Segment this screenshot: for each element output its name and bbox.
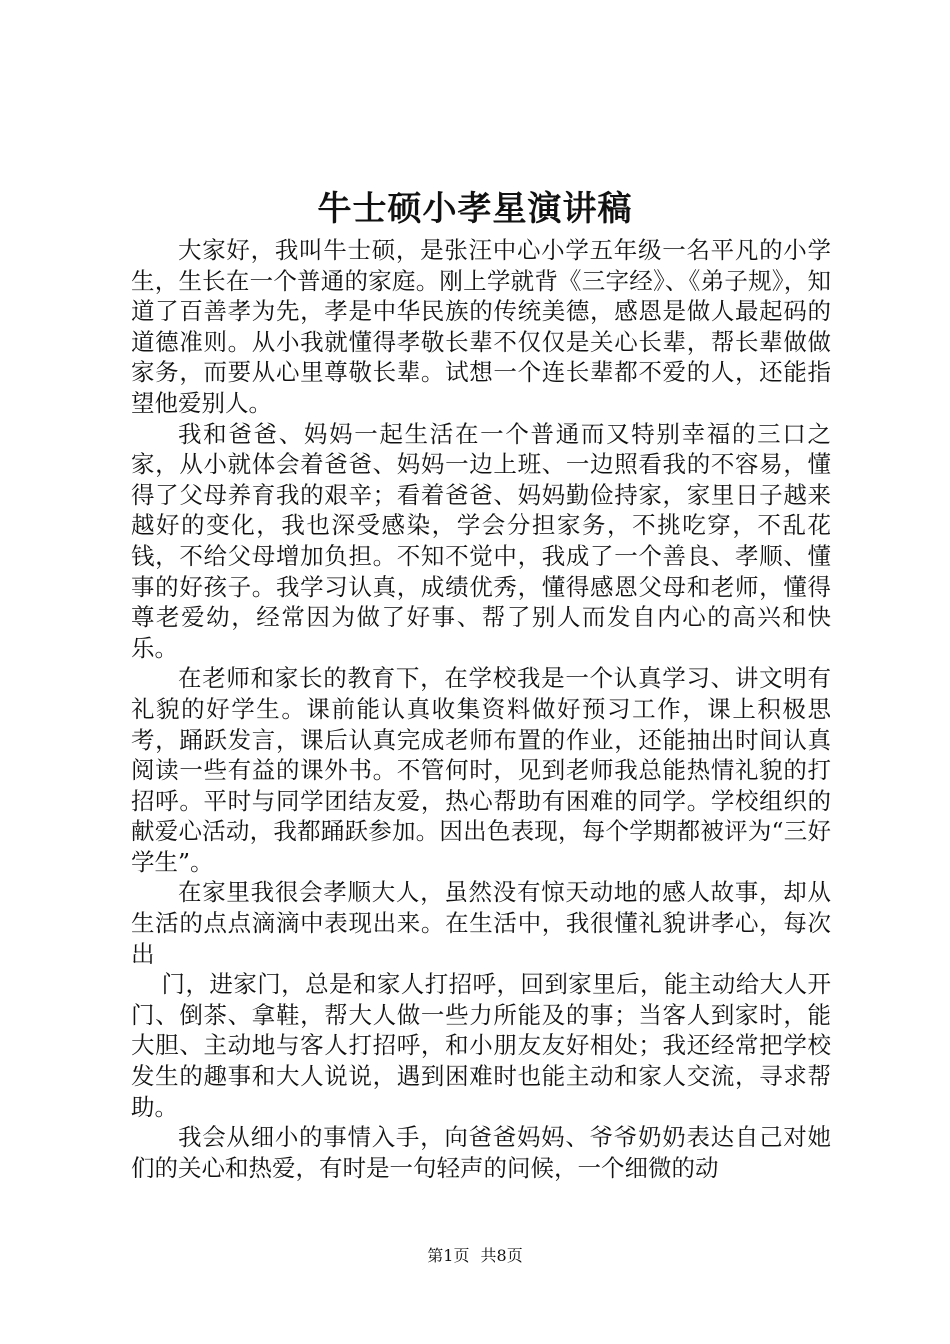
paragraph-care: 我会从细小的事情入手，向爸爸妈妈、爷爷奶奶表达自己对她们的关心和热爱，有时是一句轻声的问候，一个细微的动	[131, 1123, 831, 1182]
paragraph-family: 我和爸爸、妈妈一起生活在一个普通而又特别幸福的三口之家，从小就体会着爸爸、妈妈一边上班、一边照看我的不容易，懂得了父母养育我的艰辛；看着爸爸、妈妈勤俭持家，家里日子越来越好的变化，我也深受感染，学会分担家务，不挑吃穿，不乱花钱，不给父母增加负担。不知不觉中，我成了一个善良、孝顺、懂事的好孩子。我学习认真，成绩优秀，懂得感恩父母和老师，懂得尊老爱幼，经常因为做了好事、帮了别人而发自内心的高兴和快乐。	[131, 419, 831, 662]
page-total: 共8页	[480, 1246, 523, 1265]
speech-body	[131, 235, 831, 1183]
page-number: 第1页	[427, 1246, 470, 1265]
page-title: 牛士硕小孝星演讲稿	[317, 189, 633, 229]
paragraph-home-continued: 门，进家门，总是和家人打招呼，回到家里后，能主动给大人开门、倒茶、拿鞋，帮大人做一些力所能及的事；当客人到家时，能大胆、主动地与客人打招呼，和小朋友友好相处；我还经常把学校发生的趣事和大人说说，遇到困难时也能主动和家人交流，寻求帮助。	[131, 970, 831, 1121]
page-footer	[0, 1245, 950, 1267]
paragraph-intro: 大家好，我叫牛士硕，是张汪中心小学五年级一名平凡的小学生，生长在一个普通的家庭。刚上学就背《三字经》、《弟子规》，知道了百善孝为先，孝是中华民族的传统美德，感恩是做人最起码的道德准则。从小我就懂得孝敬长辈不仅仅是关心长辈，帮长辈做做家务，而要从心里尊敬长辈。试想一个连长辈都不爱的人，还能指望他爱别人。	[131, 236, 831, 417]
paragraph-home: 在家里我很会孝顺大人，虽然没有惊天动地的感人故事，却从生活的点点滴滴中表现出来。在生活中，我很懂礼貌讲孝心，每次出	[131, 878, 831, 968]
paragraph-school: 在老师和家长的教育下，在学校我是一个认真学习、讲文明有礼貌的好学生。课前能认真收集资料做好预习工作，课上积极思考，踊跃发言，课后认真完成老师布置的作业，还能抽出时间认真阅读一些有益的课外书。不管何时，见到老师我总能热情礼貌的打招呼。平时与同学团结友爱，热心帮助有困难的同学。学校组织的献爱心活动，我都踊跃参加。因出色表现，每个学期都被评为“三好学生”。	[131, 664, 831, 876]
